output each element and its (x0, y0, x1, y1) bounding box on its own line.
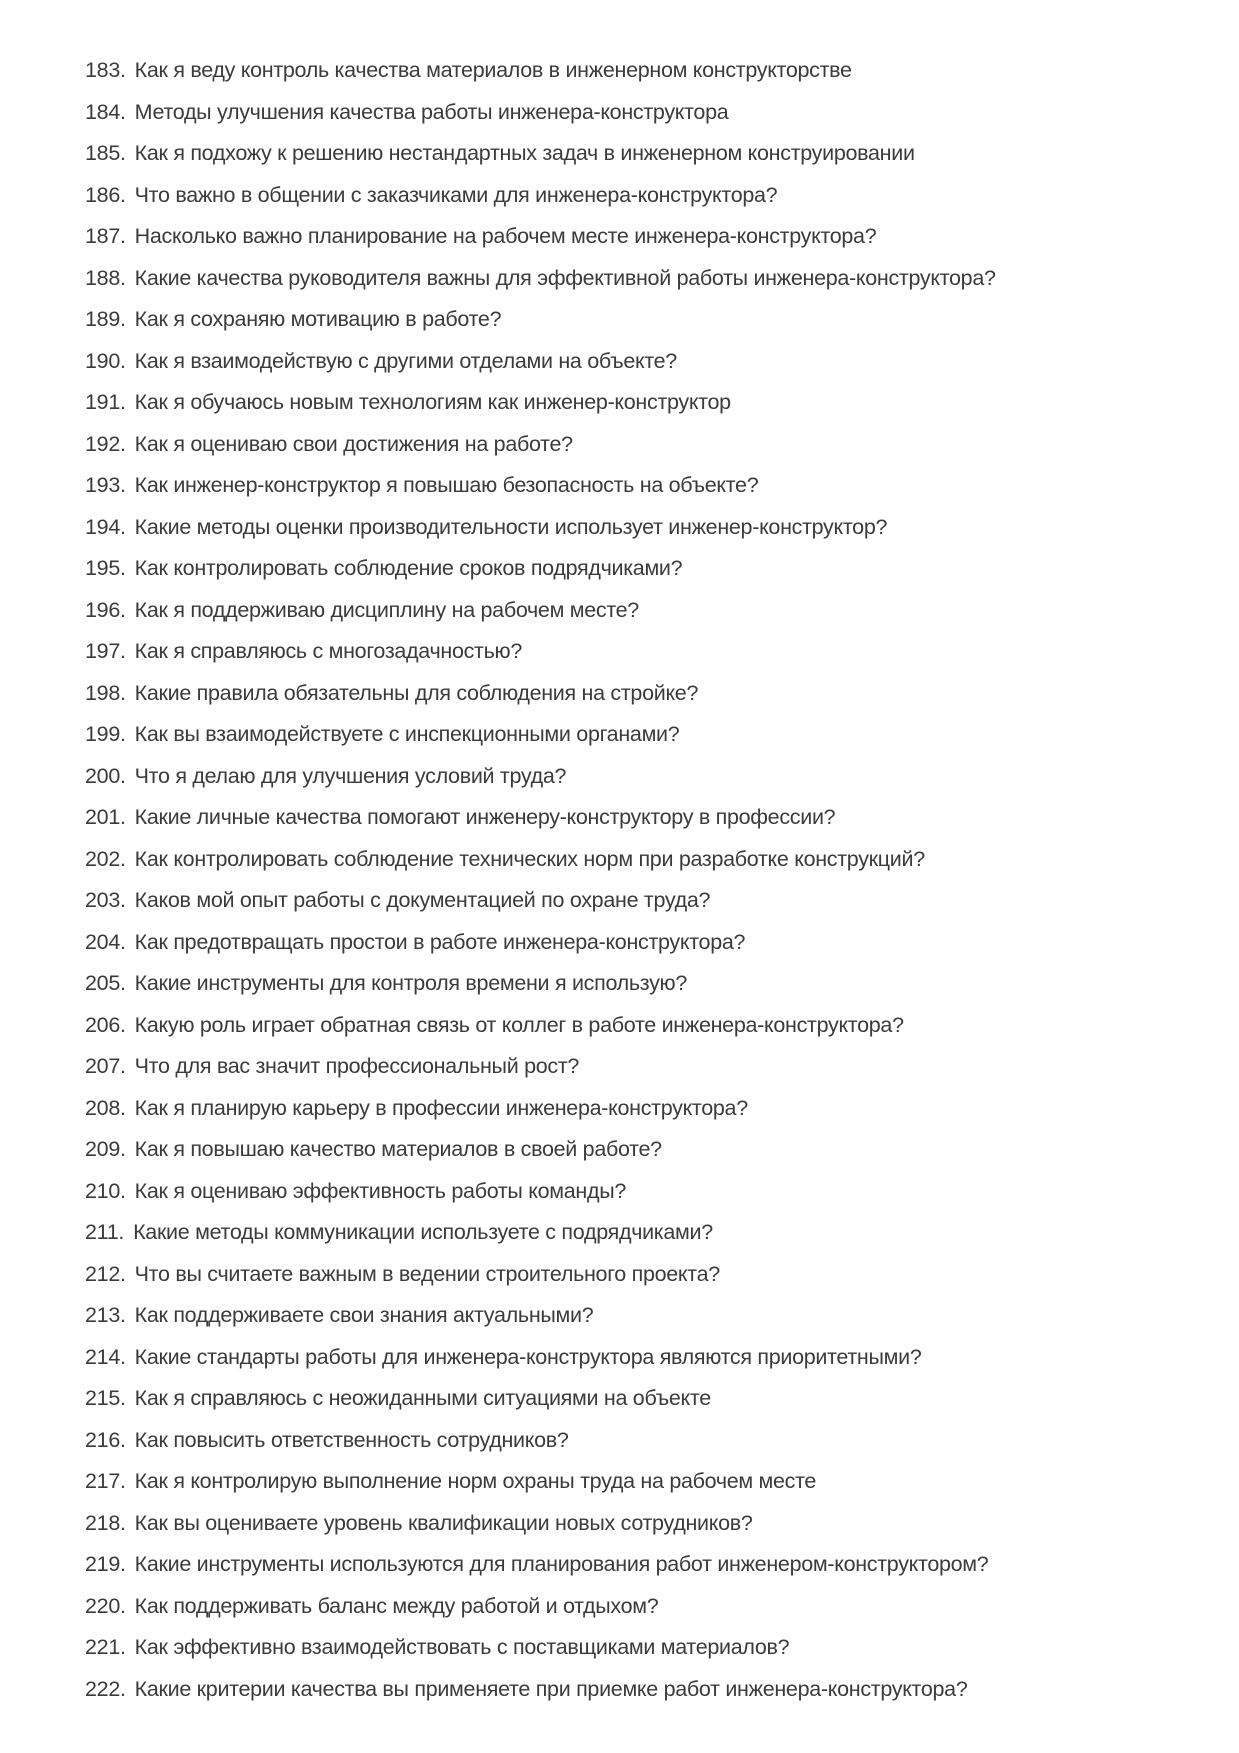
list-item-text: Какие стандарты работы для инженера-конструктора являются приоритетными? (134, 1344, 922, 1369)
list-item-number: 208. (85, 1095, 126, 1120)
list-item-text: Какие личные качества помогают инженеру-конструктору в профессии? (134, 805, 836, 829)
list-item (85, 714, 1199, 756)
list-item-number: 203. (85, 888, 126, 912)
list-item (85, 839, 1199, 881)
list-item (85, 1212, 1199, 1254)
list-item-text: Как я веду контроль качества материалов в инженерном конструкторстве (134, 58, 852, 82)
list-item-text: Как я повышаю качество материалов в своей работе? (134, 1137, 662, 1161)
list-item-text: Как я взаимодействую с другими отделами на объекте? (134, 348, 677, 373)
list-item (85, 631, 1199, 673)
list-item (85, 963, 1199, 1005)
list-item (85, 382, 1199, 424)
list-item-text: Как я контролирую выполнение норм охраны труда на рабочем месте (134, 1469, 817, 1493)
list-item-text: Что для вас значит профессиональный рост? (134, 1054, 580, 1078)
list-item-number: 197. (85, 639, 126, 663)
list-item-number: 195. (85, 556, 126, 580)
list-item-number: 218. (85, 1510, 126, 1535)
list-item (85, 1420, 1199, 1462)
list-item-text: Что я делаю для улучшения условий труда? (134, 763, 567, 788)
list-item-text: Как я подхожу к решению нестандартных задач в инженерном конструировании (134, 141, 915, 165)
list-item-text: Как вы взаимодействуете с инспекционными органами? (134, 722, 680, 746)
list-item-number: 214. (85, 1344, 126, 1369)
list-item-text: Как контролировать соблюдение сроков подрядчиками? (134, 556, 683, 580)
list-item-text: Какие методы оценки производительности использует инженер-конструктор? (134, 514, 888, 539)
list-item (85, 258, 1199, 300)
list-item (85, 1005, 1199, 1047)
list-item-number: 202. (85, 846, 126, 871)
list-item (85, 1544, 1199, 1586)
list-item (85, 673, 1199, 715)
list-item-number: 217. (85, 1469, 126, 1493)
list-item-text: Какие методы коммуникации используете с подрядчиками? (133, 1220, 713, 1244)
list-item-number: 209. (85, 1137, 126, 1161)
list-item-text: Как вы оцениваете уровень квалификации новых сотрудников? (134, 1510, 753, 1535)
list-item-number: 188. (85, 265, 126, 290)
list-item-number: 187. (85, 224, 126, 248)
list-item-number: 221. (85, 1635, 126, 1659)
list-item (85, 1461, 1199, 1503)
list-item-number: 201. (85, 805, 126, 829)
list-item-text: Как я сохраняю мотивацию в работе? (134, 307, 502, 331)
list-item-number: 198. (85, 680, 126, 705)
list-item-text: Как я справляюсь с неожиданными ситуациями на объекте (134, 1386, 711, 1410)
list-item (85, 1337, 1199, 1379)
list-item-text: Как инженер-конструктор я повышаю безопасность на объекте? (134, 473, 759, 497)
list-item (85, 1088, 1199, 1130)
list-item (85, 1378, 1199, 1420)
list-item (85, 133, 1199, 175)
list-item (85, 1046, 1199, 1088)
list-item (85, 922, 1199, 964)
list-item-number: 189. (85, 307, 126, 331)
list-item-text: Насколько важно планирование на рабочем месте инженера-конструктора? (134, 224, 877, 248)
list-item (85, 880, 1199, 922)
list-item-text: Какую роль играет обратная связь от коллег в работе инженера-конструктора? (134, 1012, 904, 1037)
list-item-number: 185. (85, 141, 126, 165)
list-item-number: 200. (85, 763, 126, 788)
list-item-text: Какие инструменты используются для планирования работ инженером-конструктором? (134, 1552, 989, 1576)
list-item-text: Какие правила обязательны для соблюдения на стройке? (134, 680, 699, 705)
list-item (85, 1586, 1199, 1628)
list-item-number: 216. (85, 1427, 126, 1452)
list-item-text: Какие критерии качества вы применяете при приемке работ инженера-конструктора? (134, 1676, 968, 1701)
list-item (85, 1295, 1199, 1337)
list-item-text: Как я обучаюсь новым технологиям как инженер-конструктор (134, 390, 731, 414)
list-item-number: 196. (85, 597, 126, 622)
list-item (85, 1129, 1199, 1171)
list-item-number: 220. (85, 1593, 126, 1618)
question-list (85, 50, 1199, 1710)
list-item (85, 1254, 1199, 1296)
list-item (85, 756, 1199, 798)
list-item-text: Как поддерживаете свои знания актуальными? (134, 1303, 594, 1327)
list-item-number: 213. (85, 1303, 126, 1327)
list-item-number: 212. (85, 1261, 126, 1286)
list-item-text: Какие инструменты для контроля времени я использую? (134, 971, 688, 995)
list-item (85, 216, 1199, 258)
list-item-text: Как я оцениваю свои достижения на работе? (134, 431, 573, 456)
list-item-number: 192. (85, 431, 126, 456)
list-item-text: Как я планирую карьеру в профессии инженера-конструктора? (134, 1095, 748, 1120)
list-item-text: Методы улучшения качества работы инженера-конструктора (134, 99, 729, 124)
list-item-number: 215. (85, 1386, 126, 1410)
list-item-number: 193. (85, 473, 126, 497)
list-item (85, 50, 1199, 92)
list-item-text: Каков мой опыт работы с документацией по охране труда? (134, 888, 711, 912)
list-item (85, 341, 1199, 383)
list-item (85, 590, 1199, 632)
list-item-text: Как предотвращать простои в работе инженера-конструктора? (134, 929, 746, 954)
list-item (85, 507, 1199, 549)
list-item-text: Как поддерживать баланс между работой и отдыхом? (134, 1593, 659, 1618)
list-item-number: 206. (85, 1012, 126, 1037)
list-item-text: Как контролировать соблюдение технических норм при разработке конструкций? (134, 846, 925, 871)
list-item-text: Что вы считаете важным в ведении строительного проекта? (134, 1261, 720, 1286)
list-item-text: Как я поддерживаю дисциплину на рабочем месте? (134, 597, 639, 622)
list-item-number: 210. (85, 1178, 126, 1203)
list-item-number: 199. (85, 722, 126, 746)
list-item-number: 211. (85, 1220, 125, 1244)
list-item (85, 465, 1199, 507)
list-item-text: Что важно в общении с заказчиками для инженера-конструктора? (134, 182, 778, 207)
list-item-text: Как я оцениваю эффективность работы команды? (134, 1178, 627, 1203)
list-item-number: 183. (85, 58, 126, 82)
list-item-text: Какие качества руководителя важны для эффективной работы инженера-конструктора? (134, 265, 996, 290)
list-item (85, 1503, 1199, 1545)
list-item-number: 186. (85, 182, 126, 207)
list-item-number: 194. (85, 514, 126, 539)
list-item (85, 299, 1199, 341)
list-item-number: 204. (85, 929, 126, 954)
list-item (85, 548, 1199, 590)
list-item-number: 184. (85, 99, 126, 124)
list-item-number: 205. (85, 971, 126, 995)
list-item-number: 191. (85, 390, 126, 414)
list-item-number: 222. (85, 1676, 126, 1701)
list-item (85, 1627, 1199, 1669)
list-item (85, 424, 1199, 466)
list-item-number: 207. (85, 1054, 126, 1078)
list-item-text: Как я справляюсь с многозадачностью? (134, 639, 522, 663)
list-item-text: Как повысить ответственность сотрудников? (134, 1427, 569, 1452)
list-item (85, 92, 1199, 134)
list-item (85, 175, 1199, 217)
list-item (85, 797, 1199, 839)
list-item (85, 1669, 1199, 1711)
list-item (85, 1171, 1199, 1213)
list-item-text: Как эффективно взаимодействовать с поставщиками материалов? (134, 1635, 790, 1659)
list-item-number: 190. (85, 348, 126, 373)
list-item-number: 219. (85, 1552, 126, 1576)
